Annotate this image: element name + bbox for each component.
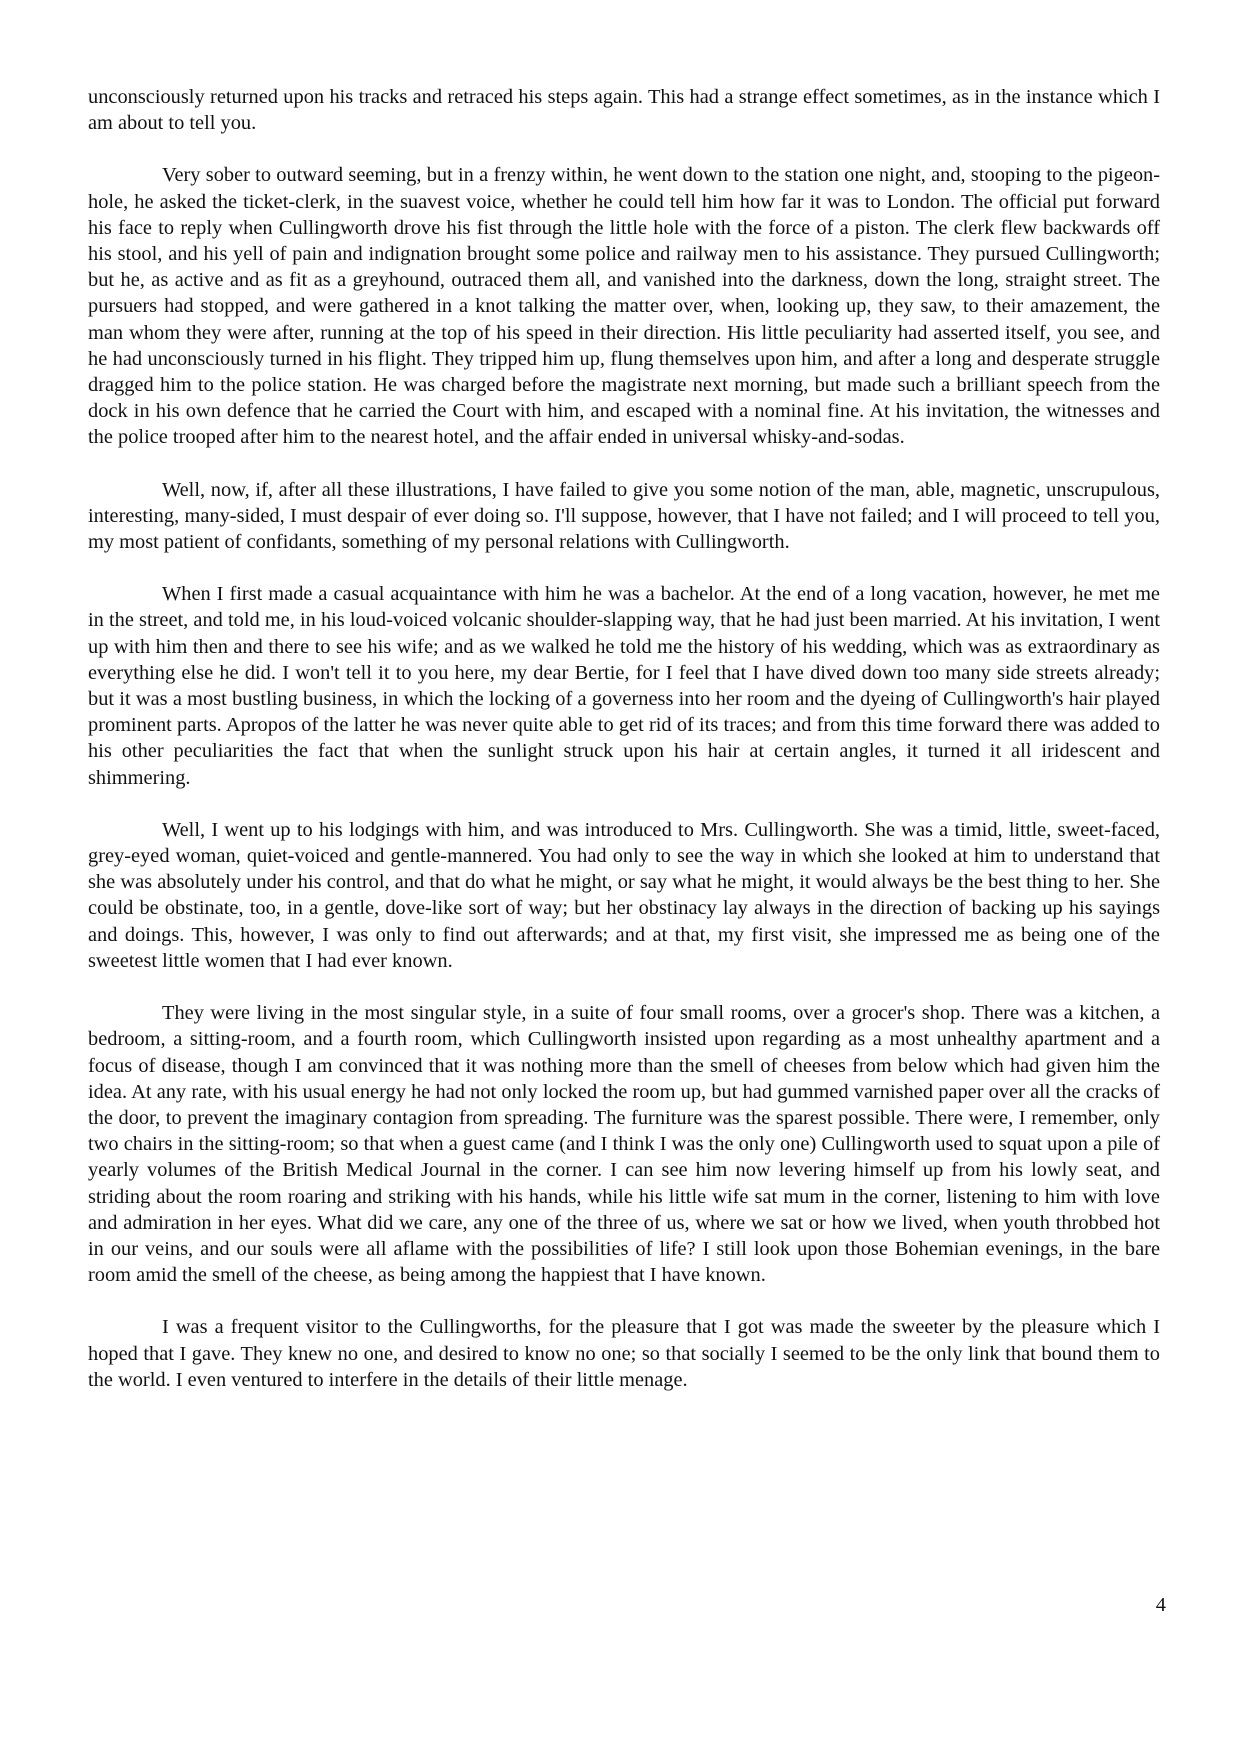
paragraph-mrs-cullingworth: Well, I went up to his lodgings with him, and was introduced to Mrs. Cullingworth. She was a timid, little, sweet-faced, grey-eyed woman, quiet-voiced and gentle-mannered. You had only to see the way in which she looked at him to understand that she was absolutely under his control, and that do what he might, or say what he might, it would always be the best thing to her. She could be obstinate, too, in a gentle, dove-like sort of way; but her obstinacy lay always in the direction of backing up his sayings and doings. This, however, I was only to find out afterwards; and at that, my first visit, she impressed me as being one of the sweetest little women that I had ever known.: [88, 818, 1160, 972]
paragraph-lodgings: They were living in the most singular style, in a suite of four small rooms, over a grocer's shop. There was a kitchen, a bedroom, a sitting-room, and a fourth room, which Cullingworth insisted upon regarding as a most unhealthy apartment and a focus of disease, though I am convinced that it was nothing more than the smell of cheeses from below which had given him the idea. At any rate, with his usual energy he had not only locked the room up, but had gummed varnished paper over all the cracks of the door, to prevent the imaginary contagion from spreading. The furniture was the sparest possible. There were, I remember, only two chairs in the sitting-room; so that when a guest came (and I think I was the only one) Cullingworth used to squat upon a pile of yearly volumes of the British Medical Journal in the corner. I can see him now levering himself up from his lowly seat, and striding about the room roaring and striking with his hands, while his little wife sat mum in the corner, listening to him with love and admiration in her eyes. What did we care, any one of the three of us, where we sat or how we lived, when youth throbbed hot in our veins, and our souls were all aflame with the possibilities of life? I still look upon those Bohemian evenings, in the bare room amid the smell of the cheese, as being among the happiest that I have known.: [88, 1002, 1160, 1287]
paragraph-continuation: unconsciously returned upon his tracks and retraced his steps again. This had a strange effect sometimes, as in the instance which I am about to tell you.: [88, 86, 1160, 135]
page-number: 4: [1155, 1594, 1166, 1616]
paragraph-frequent-visitor: I was a frequent visitor to the Cullingworths, for the pleasure that I got was made the sweeter by the pleasure which I hoped that I gave. They knew no one, and desired to know no one; so that socially I seemed to be the only link that bound them to the world. I even ventured to interfere in the details of their little menage.: [88, 1316, 1160, 1391]
body-text: [88, 84, 1160, 1419]
paragraph-marriage: When I first made a casual acquaintance with him he was a bachelor. At the end of a long vacation, however, he met me in the street, and told me, in his loud-voiced volcanic shoulder-slapping way, that he had just been married. At his invitation, I went up with him then and there to see his wife; and as we walked he told me the history of his wedding, which was as extraordinary as everything else he did. I won't tell it to you here, my dear Bertie, for I feel that I have dived down too many side streets already; but it was a most bustling business, in which the locking of a governess into her room and the dyeing of Cullingworth's hair played prominent parts. Apropos of the latter he was never quite able to get rid of its traces; and from this time forward there was added to his other peculiarities the fact that when the sunlight struck upon his hair at certain angles, it turned it all iridescent and shimmering.: [88, 583, 1160, 789]
paragraph-illustrations-summary: Well, now, if, after all these illustrations, I have failed to give you some notion of the man, able, magnetic, unscrupulous, interesting, many-sided, I must despair of ever doing so. I'll suppose, however, that I have not failed; and I will proceed to tell you, my most patient of confidants, something of my personal relations with Cullingworth.: [88, 478, 1160, 554]
paragraph-station-incident: Very sober to outward seeming, but in a frenzy within, he went down to the station one night, and, stooping to the pigeon-hole, he asked the ticket-clerk, in the suavest voice, whether he could tell him how far it was to London. The official put forward his face to reply when Cullingworth drove his fist through the little hole with the force of a piston. The clerk flew backwards off his stool, and his yell of pain and indignation brought some police and railway men to his assistance. They pursued Cullingworth; but he, as active and as fit as a greyhound, outraced them all, and vanished into the darkness, down the long, straight street. The pursuers had stopped, and were gathered in a knot talking the matter over, when, looking up, they saw, to their amazement, the man whom they were after, running at the top of his speed in their direction. His little peculiarity had asserted itself, you see, and he had unconsciously turned in his flight. They tripped him up, flung themselves upon him, and after a long and desperate struggle dragged him to the police station. He was charged before the magistrate next morning, but made such a brilliant speech from the dock in his own defence that he carried the Court with him, and escaped with a nominal fine. At his invitation, the witnesses and the police trooped after him to the nearest hotel, and the affair ended in universal whisky-and-sodas.: [88, 164, 1160, 449]
